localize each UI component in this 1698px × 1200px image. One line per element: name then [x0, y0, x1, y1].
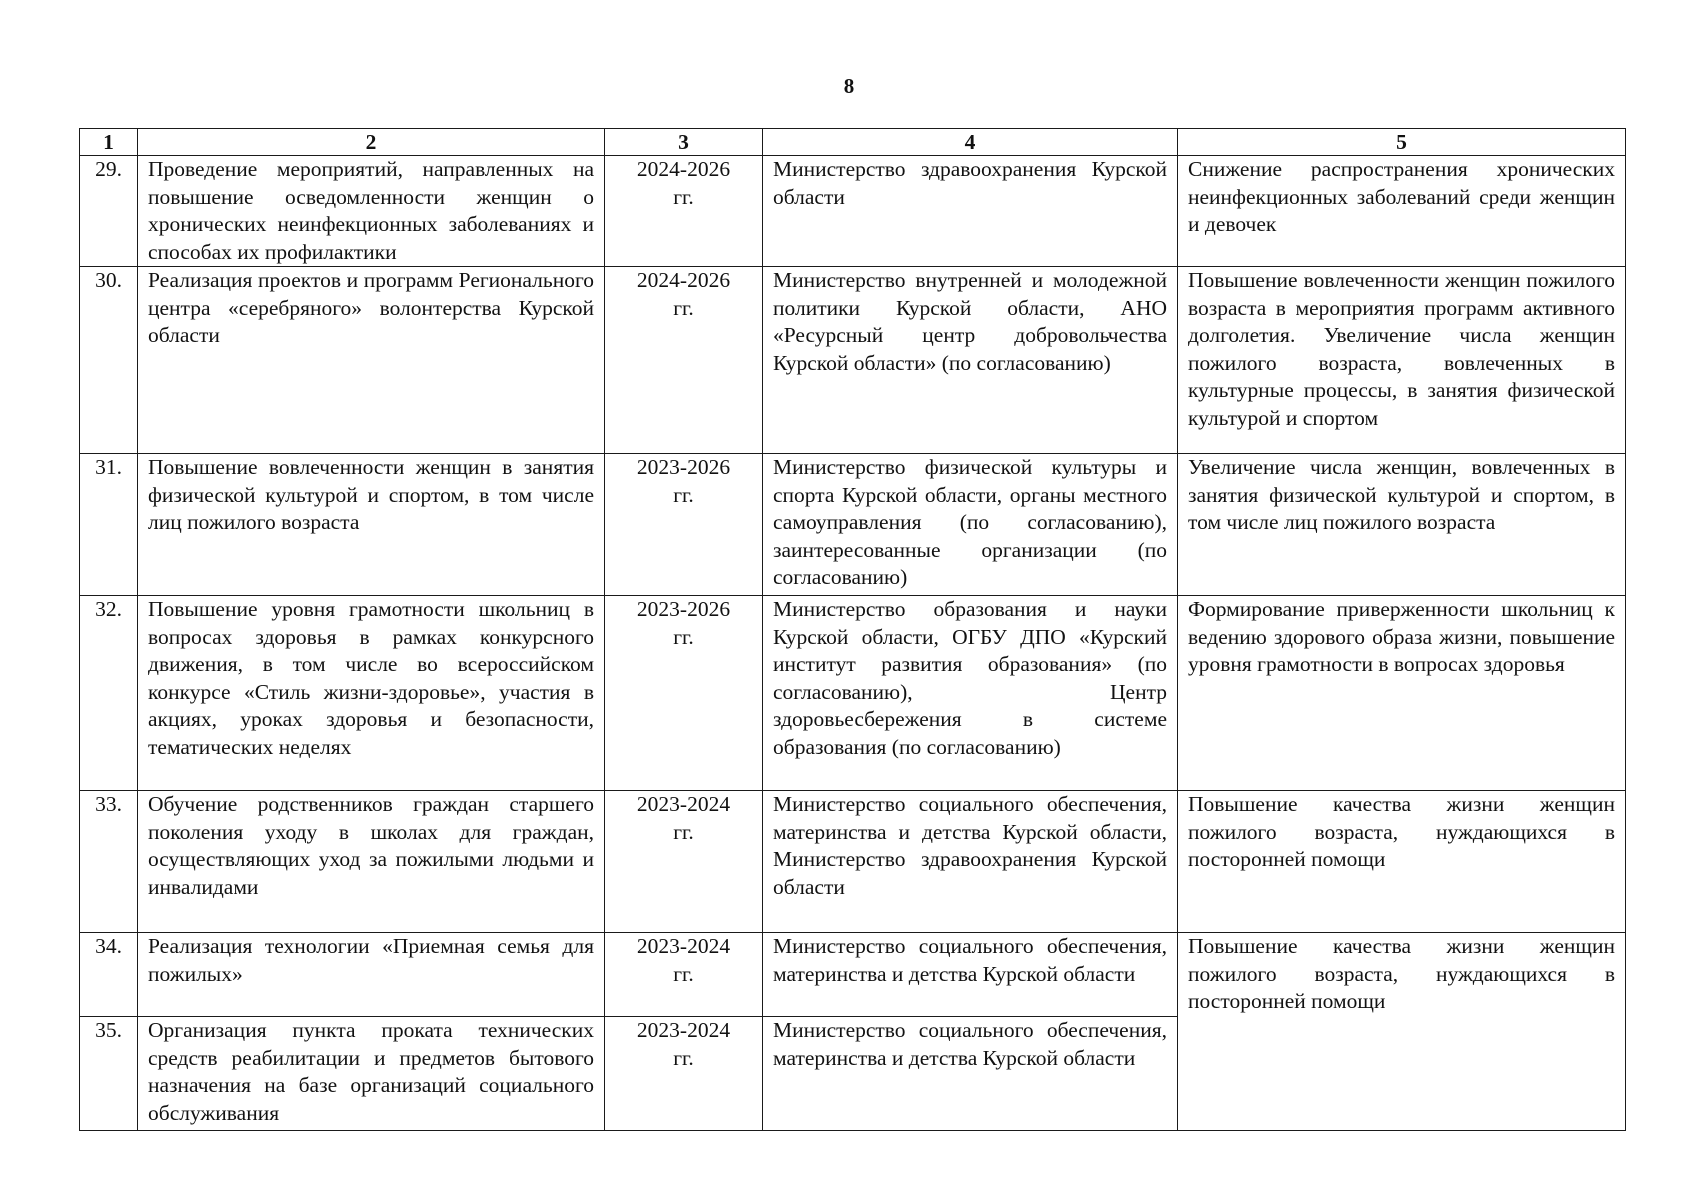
period-suffix: гг. — [673, 624, 694, 649]
responsible-cell: Министерство социального обеспечения, материнства и детства Курской области — [763, 1017, 1178, 1131]
period-suffix: гг. — [673, 1045, 694, 1070]
activity-cell: Обучение родственников граждан старшего поколения уходу в школах для граждан, осуществляющих уход за пожилыми людьми и инвалидами — [138, 791, 605, 933]
period-cell — [605, 1017, 763, 1131]
page-number: 8 — [843, 74, 855, 98]
row-number: 30. — [80, 267, 138, 454]
responsible-cell: Министерство социального обеспечения, материнства и детства Курской области — [763, 933, 1178, 1017]
header-col-4: 4 — [763, 129, 1178, 156]
activity-cell: Реализация проектов и программ Регионального центра «серебряного» волонтерства Курской области — [138, 267, 605, 454]
activity-cell: Проведение мероприятий, направленных на повышение осведомленности женщин о хронических неинфекционных заболеваниях и способах их профилактики — [138, 156, 605, 267]
result-cell: Увеличение числа женщин, вовлеченных в занятия физической культурой и спортом, в том числе лиц пожилого возраста — [1178, 454, 1626, 596]
result-cell: Снижение распространения хронических неинфекционных заболеваний среди женщин и девочек — [1178, 156, 1626, 267]
period-suffix: гг. — [673, 482, 694, 507]
responsible-cell: Министерство физической культуры и спорта Курской области, органы местного самоуправления (по согласованию), заинтересованные организации (по согласованию) — [763, 454, 1178, 596]
row-number: 33. — [80, 791, 138, 933]
period-suffix: гг. — [673, 961, 694, 986]
table-row — [80, 267, 1626, 454]
responsible-cell: Министерство здравоохранения Курской области — [763, 156, 1178, 267]
row-number: 35. — [80, 1017, 138, 1131]
period-years: 2023-2026 — [636, 597, 731, 621]
period-years: 2024-2026 — [636, 157, 731, 181]
activity-cell: Реализация технологии «Приемная семья для пожилых» — [138, 933, 605, 1017]
period-cell — [605, 791, 763, 933]
activity-cell: Организация пункта проката технических средств реабилитации и предметов бытового назначения на базе организаций социального обслуживания — [138, 1017, 605, 1131]
result-cell: Повышение вовлеченности женщин пожилого возраста в мероприятия программ активного долголетия. Увеличение числа женщин пожилого возраста, вовлеченных в культурные процессы, в занятия физической культурой и спортом — [1178, 267, 1626, 454]
period-suffix: гг. — [673, 295, 694, 320]
table-row — [80, 454, 1626, 596]
row-number: 34. — [80, 933, 138, 1017]
period-cell — [605, 933, 763, 1017]
activity-cell: Повышение уровня грамотности школьниц в вопросах здоровья в рамках конкурсного движения, в том числе во всероссийском конкурсе «Стиль жизни-здоровье», участия в акциях, уроках здоровья и безопасности, тематических неделях — [138, 596, 605, 791]
table-row — [80, 156, 1626, 267]
period-years: 2024-2026 — [636, 268, 731, 292]
header-col-2: 2 — [138, 129, 605, 156]
period-cell — [605, 454, 763, 596]
table-row — [80, 933, 1626, 1017]
period-suffix: гг. — [673, 819, 694, 844]
table-row — [80, 596, 1626, 791]
result-cell: Формирование приверженности школьниц к ведению здорового образа жизни, повышение уровня грамотности в вопросах здоровья — [1178, 596, 1626, 791]
header-col-3: 3 — [605, 129, 763, 156]
header-row — [80, 129, 1626, 156]
responsible-cell: Министерство образования и науки Курской области, ОГБУ ДПО «Курский институт развития образования» (по согласованию), Центр здоровьесбережения в системе образования (по согласованию) — [763, 596, 1178, 791]
table-row — [80, 791, 1626, 933]
row-number: 29. — [80, 156, 138, 267]
period-years: 2023-2024 — [636, 792, 731, 816]
period-suffix: гг. — [673, 184, 694, 209]
result-cell: Повышение качества жизни женщин пожилого возраста, нуждающихся в посторонней помощи — [1178, 791, 1626, 933]
result-cell: Повышение качества жизни женщин пожилого возраста, нуждающихся в посторонней помощи — [1178, 933, 1626, 1131]
period-cell — [605, 596, 763, 791]
action-plan-table — [79, 128, 1626, 1131]
period-cell — [605, 156, 763, 267]
period-years: 2023-2024 — [636, 934, 731, 958]
header-col-1: 1 — [80, 129, 138, 156]
period-years: 2023-2024 — [636, 1018, 731, 1042]
period-years: 2023-2026 — [636, 455, 731, 479]
responsible-cell: Министерство социального обеспечения, материнства и детства Курской области, Министерство здравоохранения Курской области — [763, 791, 1178, 933]
row-number: 32. — [80, 596, 138, 791]
row-number: 31. — [80, 454, 138, 596]
responsible-cell: Министерство внутренней и молодежной политики Курской области, АНО «Ресурсный центр добровольчества Курской области» (по согласованию) — [763, 267, 1178, 454]
activity-cell: Повышение вовлеченности женщин в занятия физической культурой и спортом, в том числе лиц пожилого возраста — [138, 454, 605, 596]
period-cell — [605, 267, 763, 454]
header-col-5: 5 — [1178, 129, 1626, 156]
